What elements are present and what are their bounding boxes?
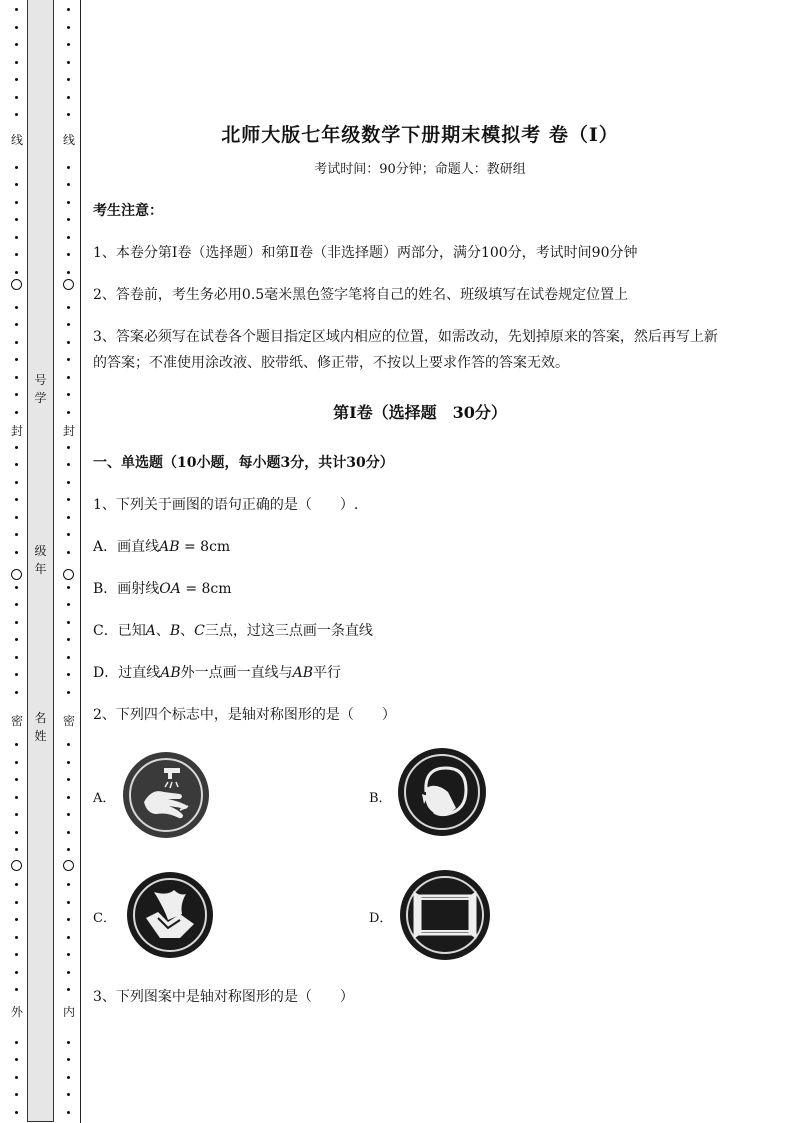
cut-line-dot [67,323,70,326]
student-info-strip [27,0,54,1122]
margin-border-line [80,0,81,1123]
notice-heading: 考生注意： [93,203,163,219]
cut-line-dot [15,883,18,886]
exam-info: 考试时间：90分钟；命题人：教研组 [314,162,526,177]
q1-d-tail: 平行 [313,665,342,681]
cut-line-dot [15,271,18,274]
q1-c-tail: 三点，过这三点画一条直线 [204,623,373,639]
cut-line-dot [15,183,18,186]
cut-line-dot [67,446,70,449]
cut-line-dot [15,1093,18,1096]
cut-line-mark: 密 [62,714,75,728]
cut-line-dot [67,796,70,799]
cut-line-circle [11,569,22,580]
cut-line-dot [67,778,70,781]
strip-label-ming: 名 [34,711,47,725]
cut-line-dot [15,393,18,396]
cut-line-dot [15,253,18,256]
cut-line-dot [15,201,18,204]
cut-line-dot [15,673,18,676]
cut-line-circle [63,860,74,871]
cut-line-dot [67,1093,70,1096]
cut-line-dot [67,761,70,764]
cut-line-dot [15,796,18,799]
open-window-icon[interactable] [398,868,492,962]
cut-line-dot [15,778,18,781]
q1-stem: 1、下列关于画图的语句正确的是（ ）. [93,497,359,513]
cut-line-dot [15,656,18,659]
cut-line-dot [67,953,70,956]
cut-line-dot [15,918,18,921]
tissue-icon[interactable] [124,870,216,960]
cut-line-dot [67,656,70,659]
cut-line-dot [15,971,18,974]
inner-dotted-cut-line [62,0,76,1123]
q1-b-var: OA [159,581,181,597]
notice-item-1: 1、本卷分第Ⅰ卷（选择题）和第Ⅱ卷（非选择题）两部分，满分100分，考试时间90分钟 [93,245,638,261]
outer-dotted-cut-line [10,0,24,1123]
cut-line-dot [15,831,18,834]
cut-line-dot [15,8,18,11]
q1-option-b[interactable] [93,578,232,598]
cut-line-mark: 封 [62,424,75,438]
cut-line-dot [15,341,18,344]
cut-line-dot [67,236,70,239]
cut-line-dot [67,481,70,484]
cut-line-dot [15,551,18,554]
cut-line-dot [15,26,18,29]
cut-line-dot [15,61,18,64]
cut-line-dot [67,113,70,116]
strip-label-hao: 号 [34,373,47,387]
cut-line-dot [15,218,18,221]
cut-line-dot [67,813,70,816]
cut-line-dot [15,236,18,239]
cut-line-circle [11,279,22,290]
cut-line-dot [15,1041,18,1044]
cut-line-dot [67,376,70,379]
cut-line-dot [67,218,70,221]
face-mask-icon[interactable] [396,746,488,838]
cut-line-dot [67,918,70,921]
q3-stem: 3、下列图案中是轴对称图形的是（ ） [93,989,354,1005]
cut-line-dot [67,61,70,64]
q1-c-var-c: C [194,623,205,639]
cut-line-dot [67,551,70,554]
section-title: 第Ⅰ卷（选择题 30分） [333,403,507,422]
cut-line-dot [15,498,18,501]
cut-line-circle [63,569,74,580]
notice-item-3-cont: 的答案；不准使用涂改液、胶带纸、修正带，不按以上要求作答的答案无效。 [93,355,569,371]
cut-line-dot [15,743,18,746]
cut-line-dot [15,936,18,939]
cut-line-mark: 外 [10,1005,23,1019]
q1-a-text: A．画直线 [93,539,160,555]
q2-label-a: A． [93,791,116,806]
cut-line-dot [15,1076,18,1079]
cut-line-dot [15,761,18,764]
cut-line-dot [67,831,70,834]
q2-label-c: C． [93,911,116,926]
cut-line-dot [15,638,18,641]
q1-b-value: = 8cm [180,581,232,597]
q2-stem: 2、下列四个标志中，是轴对称图形的是（ ） [93,707,396,723]
strip-label-xing: 姓 [34,729,47,743]
q1-option-a[interactable] [93,536,230,556]
cut-line-dot [15,621,18,624]
cut-line-dot [67,586,70,589]
cut-line-dot [15,166,18,169]
cut-line-dot [15,463,18,466]
cut-line-dot [67,1111,70,1114]
cut-line-dot [15,953,18,956]
cut-line-dot [67,341,70,344]
cut-line-dot [15,446,18,449]
cut-line-dot [67,253,70,256]
q2-label-d: D． [369,911,393,926]
cut-line-dot [15,1111,18,1114]
q1-d-var-1: AB [160,665,181,681]
cut-line-dot [15,901,18,904]
cut-line-dot [15,691,18,694]
q1-b-text: B．画射线 [93,581,160,597]
cut-line-dot [67,201,70,204]
q1-c-sep-1: 、 [155,623,170,639]
cut-line-dot [67,516,70,519]
cut-line-dot [15,481,18,484]
cut-line-dot [15,586,18,589]
cut-line-dot [15,358,18,361]
cut-line-dot [67,901,70,904]
cut-line-dot [67,26,70,29]
cut-line-mark: 线 [62,133,75,147]
part-heading: 一、单选题（10小题，每小题3分，共计30分） [93,455,394,471]
strip-label-ji: 级 [34,544,47,558]
cut-line-dot [67,691,70,694]
cut-line-dot [67,1058,70,1061]
cut-line-dot [15,323,18,326]
cut-line-circle [63,279,74,290]
cut-line-dot [67,1041,70,1044]
cut-line-dot [67,1076,70,1079]
q1-d-var-2: AB [292,665,314,681]
cut-line-dot [67,638,70,641]
cut-line-dot [15,813,18,816]
hand-washing-icon[interactable] [120,750,212,840]
cut-line-dot [67,78,70,81]
cut-line-dot [15,988,18,991]
cut-line-dot [15,376,18,379]
q1-c-var-b: B [169,623,181,639]
cut-line-dot [67,411,70,414]
cut-line-dot [15,411,18,414]
q1-option-d[interactable] [93,662,341,682]
cut-line-mark: 线 [10,133,23,147]
cut-line-dot [67,603,70,606]
cut-line-mark: 封 [10,424,23,438]
cut-line-dot [15,306,18,309]
cut-line-dot [67,988,70,991]
cut-line-dot [67,463,70,466]
cut-line-dot [67,393,70,396]
cut-line-dot [67,971,70,974]
cut-line-dot [15,113,18,116]
cut-line-dot [15,43,18,46]
cut-line-dot [67,533,70,536]
q1-c-sep-2: 、 [180,623,195,639]
page-title: 北师大版七年级数学下册期末模拟考 卷（Ⅰ） [221,124,619,146]
cut-line-dot [67,166,70,169]
cut-line-mark: 内 [62,1005,75,1019]
cut-line-dot [15,516,18,519]
cut-line-dot [15,603,18,606]
q1-a-var: AB [159,539,180,555]
cut-line-dot [67,96,70,99]
cut-line-dot [67,621,70,624]
cut-line-dot [67,43,70,46]
cut-line-dot [67,673,70,676]
cut-line-dot [67,8,70,11]
cut-line-dot [15,848,18,851]
cut-line-dot [67,306,70,309]
cut-line-dot [67,848,70,851]
strip-label-xue: 学 [34,391,47,405]
cut-line-dot [67,498,70,501]
cut-line-dot [67,883,70,886]
cut-line-dot [15,78,18,81]
cut-line-dot [67,743,70,746]
q1-d-text: D．过直线 [93,665,161,681]
q1-c-text: C．已知 [93,623,146,639]
q1-a-value: = 8cm [179,539,231,555]
cut-line-circle [11,860,22,871]
q1-option-c[interactable] [93,620,373,640]
cut-line-dot [15,533,18,536]
notice-item-2: 2、答卷前，考生务必用0.5毫米黑色签字笔将自己的姓名、班级填写在试卷规定位置上 [93,287,629,303]
cut-line-dot [15,1058,18,1061]
q1-d-mid: 外一点画一直线与 [180,665,293,681]
notice-item-3: 3、答案必须写在试卷各个题目指定区域内相应的位置，如需改动，先划掉原来的答案，然后再写上新 [93,329,718,345]
cut-line-mark: 密 [10,714,23,728]
strip-label-nian: 年 [34,562,47,576]
q1-c-var-a: A [145,623,156,639]
cut-line-dot [67,936,70,939]
cut-line-dot [15,96,18,99]
cut-line-dot [67,183,70,186]
q2-label-b: B． [369,791,392,806]
cut-line-dot [67,271,70,274]
cut-line-dot [67,358,70,361]
